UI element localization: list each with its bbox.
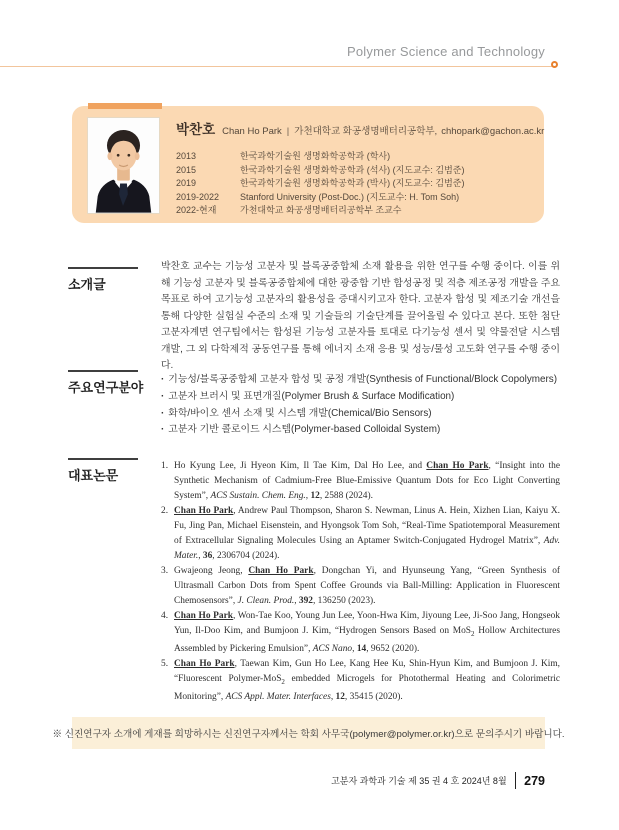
education-detail: 한국과학기술원 생명화학공학과 (석사) (지도교수: 김범준) (240, 164, 465, 175)
education-detail: 한국과학기술원 생명화학공학과 (학사) (240, 151, 391, 161)
header-rule (0, 66, 553, 67)
publication-number: 2. (161, 506, 169, 516)
notice-text: ※ 신진연구자 소개에 게재를 희망하시는 신진연구자께서는 학회 사무국(polymer@polymer.or.kr)으로 문의주시기 바랍니다. (52, 729, 565, 740)
section-research-label: 주요연구분야 (68, 370, 138, 396)
education-detail: 가천대학교 화공생명배터리공학부 조교수 (240, 205, 402, 216)
profile-header (176, 118, 544, 138)
publication-item (161, 564, 560, 609)
publication-citation: Chan Ho Park, Taewan Kim, Gun Ho Lee, Kang Hee Ku, Shin-Hyun Kim, and Bumjoon J. Kim, “Fluorescent Polymer-MoS$_2$ embedded Microgels for Photothermal Heating and Colorimetric Monitoring”, ACS Appl. Mater. Interfaces, 12, 35415 (2020). (174, 658, 561, 702)
section-intro (68, 259, 560, 375)
publication-number: 1. (161, 461, 169, 471)
research-area-item: · 화학/바이오 센서 소재 및 시스템 개발(Chemical/Bio Sensors) (161, 406, 560, 423)
education-detail: 한국과학기술원 생명화학공학과 (박사) (지도교수: 김범준) (240, 178, 465, 189)
education-period: 2019 (176, 178, 197, 189)
researcher-name-en: Chan Ho Park (222, 126, 282, 137)
publication-number: 5. (161, 658, 169, 669)
section-intro-label: 소개글 (68, 267, 138, 293)
publication-citation: Chan Ho Park, Andrew Paul Thompson, Sharon S. Newman, Linus A. Hein, Xizhen Lian, Kaiyu X. Fu, Jing Pan, Michael Eisenstein, and Hyongsok Tom Soh, “Real-Time Spatiotemporal Measurement of Extracellular Signaling Molecules Using an Aptamer Switch-Conjugated Hydrogel Matrix”, Adv. Mater., 36, 2306704 (2024). (174, 506, 560, 561)
section-publications (68, 459, 560, 705)
page-footer (331, 772, 545, 789)
education-period: 2019-2022 (176, 191, 220, 202)
profile-photo (87, 117, 160, 214)
publication-number: 4. (161, 611, 169, 621)
publication-item (161, 657, 560, 705)
research-area-list (161, 372, 560, 439)
notice-box (52, 717, 565, 749)
education-row (176, 150, 464, 164)
research-area-item: · 고분자 브러시 및 표면개질(Polymer Brush & Surface Modification) (161, 389, 560, 406)
journal-title: Polymer Science and Technology (347, 44, 545, 59)
research-area-item: · 고분자 기반 콜로이드 시스템(Polymer-based Colloidal System) (161, 422, 560, 439)
researcher-affiliation: 가천대학교 화공생명배터리공학부, (294, 126, 438, 137)
publication-item (161, 504, 560, 564)
publication-item (161, 609, 560, 657)
publication-citation: Ho Kyung Lee, Ji Hyeon Kim, Il Tae Kim, Dal Ho Lee, and Chan Ho Park, “Insight into the Synthetic Mechanism of Cadmium-Free Blue-Emissive Quantum Dots for Eco Light Converting System”, ACS Sustain. Chem. Eng., 12, 2588 (2024). (174, 461, 561, 501)
footer-divider (515, 772, 517, 789)
education-row (176, 164, 464, 178)
education-detail: Stanford University (Post-Doc.) (지도교수: H. Tom Soh) (240, 191, 460, 202)
education-period: 2022-현재 (176, 205, 217, 216)
portrait-photo-icon (88, 118, 159, 213)
profile-card (72, 106, 544, 223)
education-row (176, 177, 464, 191)
publication-number: 3. (161, 566, 169, 576)
education-period: 2013 (176, 151, 197, 161)
profile-accent-bar (88, 103, 162, 109)
footer-journal-info: 고분자 과학과 기술 제 35 권 4 호 2024년 8월 (331, 776, 507, 786)
footer-page-number: 279 (524, 773, 545, 788)
education-list (176, 150, 464, 218)
publication-citation: Chan Ho Park, Won-Tae Koo, Young Jun Lee, Yoon-Hwa Kim, Jiyoung Lee, Ji-Soo Jang, Hongseok Yun, Il-Doo Kim, and Bumjoon J. Kim, “Hydrogen Sensors Based on MoS$_2$ Hollow Architectures Assembled by Pickering Emulsion”, ACS Nano, 14, 9652 (2020). (174, 611, 560, 654)
intro-paragraph: 박찬호 교수는 기능성 고분자 및 블록공중합체 소재 활용을 위한 연구를 수행 중이다. 이를 위해 기능성 고분자 및 블록공중합체에 대한 광중합 기반 합성공정 및 적층 제조공정 개발을 주요 목표로 하여 고기능성 고분자의 활용성을 증대시키고자 한다. 고분자 합성 및 제조기술 개선을 통해 다양한 실험실 수준의 소재 및 기술들의 기술단계를 끌어올릴 수 있다고 본다. 또한 첨단고분자계면 연구팀에서는 합성된 기능성 고분자를 토대로 다기능성 센서 및 약물전달 시스템 개발, 그 외 다학제적 공동연구를 통해 에너지 소재 응용 및 성능/물성 고도화 연구를 수행 중이다. (161, 261, 560, 371)
education-row (176, 204, 464, 218)
education-period: 2015 (176, 164, 197, 175)
name-divider: | (286, 126, 290, 137)
publication-list (161, 459, 560, 705)
education-row (176, 191, 464, 205)
researcher-email: chhopark@gachon.ac.kr (441, 126, 545, 137)
research-area-item: · 기능성/블록공중합체 고분자 합성 및 공정 개발(Synthesis of Functional/Block Copolymers) (161, 372, 560, 389)
researcher-name-kr: 박찬호 (176, 122, 216, 137)
publication-item (161, 459, 560, 504)
header-ring-icon (551, 61, 558, 68)
section-research-areas (68, 372, 560, 439)
publication-citation: Gwajeong Jeong, Chan Ho Park, Dongchan Yi, and Hyunseung Yang, “Green Synthesis of Ultrasmall Carbon Dots from Spent Coffee Grounds via Ball-Milling: Application in Fluorescent Chemosensors”, J. Clean. Prod., 392, 136250 (2023). (174, 566, 560, 606)
section-publications-label: 대표논문 (68, 458, 138, 484)
